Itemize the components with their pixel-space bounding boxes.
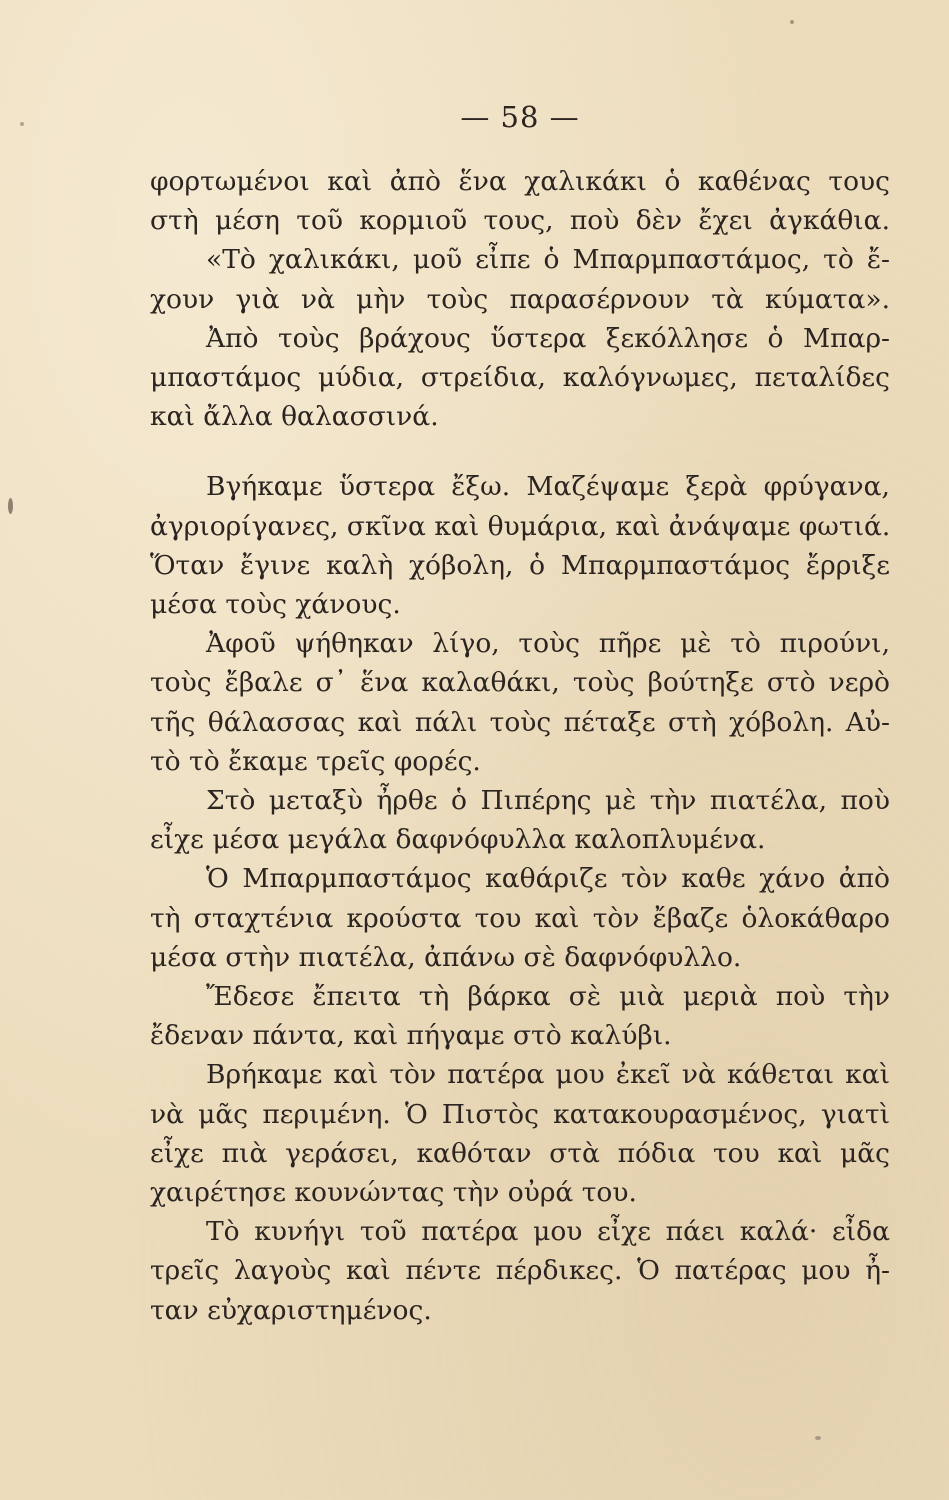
- body-text: [150, 162, 890, 1330]
- paper-speck: [20, 122, 24, 126]
- text-line: εἶχε μέσα μεγάλα δαφνόφυλλα καλοπλυμένα.: [150, 824, 766, 856]
- text-line: Ἀφοῦ ψήθηκαν λίγο, τοὺς πῆρε μὲ τὸ πιρούνι,: [206, 628, 890, 660]
- text-line: ἔδεναν πάντα, καὶ πήγαμε στὸ καλύβι.: [150, 1020, 672, 1052]
- text-line: ἀγριορίγανες, σκῖνα καὶ θυμάρια, καὶ ἀνάψαμε φωτιά.: [150, 510, 890, 542]
- text-line: τῆς θάλασσας καὶ πάλι τοὺς πέταξε στὴ χόβολη. Αὐ-: [150, 706, 890, 738]
- page-number: — 58 —: [460, 100, 580, 134]
- text-line: Βγήκαμε ὕστερα ἔξω. Μαζέψαμε ξερὰ φρύγανα,: [206, 471, 890, 503]
- text-line: φορτωμένοι καὶ ἀπὸ ἕνα χαλικάκι ὁ καθένας τους: [150, 166, 890, 197]
- text-line: χουν γιὰ νὰ μὴν τοὺς παρασέρνουν τὰ κύματα».: [150, 283, 890, 315]
- text-line: μέσα τοὺς χάνους.: [150, 589, 401, 621]
- text-line: Τὸ κυνήγι τοῦ πατέρα μου εἶχε πάει καλά· εἶδα: [206, 1216, 890, 1248]
- text-line: καὶ ἄλλα θαλασσινά.: [150, 401, 439, 433]
- text-line: ταν εὐχαριστημένος.: [150, 1294, 432, 1326]
- text-line: χαιρέτησε κουνώντας τὴν οὐρά του.: [150, 1177, 637, 1209]
- text-line: νὰ μᾶς περιμένη. Ὁ Πιστὸς κατακουρασμένος, γιατὶ: [150, 1098, 890, 1130]
- paper-speck: [8, 498, 13, 514]
- text-line: τὸ τὸ ἔκαμε τρεῖς φορές.: [150, 745, 481, 777]
- text-line: στὴ μέση τοῦ κορμιοῦ τους, ποὺ δὲν ἔχει ἀγκάθια.: [150, 205, 890, 237]
- text-line: Βρήκαμε καὶ τὸν πατέρα μου ἐκεῖ νὰ κάθεται καὶ: [206, 1059, 890, 1091]
- text-line: τὴ σταχτένια κρούστα του καὶ τὸν ἔβαζε ὁλοκάθαρο: [150, 902, 890, 934]
- paper-speck: [815, 1436, 821, 1440]
- text-line: Ἀπὸ τοὺς βράχους ὕστερα ξεκόλλησε ὁ Μπαρ-: [206, 322, 890, 354]
- text-line: εἶχε πιὰ γεράσει, καθόταν στὰ πόδια του καὶ μᾶς: [150, 1137, 890, 1169]
- text-line: Ὅταν ἔγινε καλὴ χόβολη, ὁ Μπαρμπαστάμος ἔρριξε: [150, 549, 890, 581]
- text-line: τρεῖς λαγοὺς καὶ πέντε πέρδικες. Ὁ πατέρας μου ἦ-: [150, 1255, 890, 1287]
- text-line: μέσα στὴν πιατέλα, ἀπάνω σὲ δαφνόφυλλο.: [150, 941, 742, 973]
- text-line: Ὁ Μπαρμπαστάμος καθάριζε τὸν καθε χάνο ἀπὸ: [206, 863, 890, 895]
- text-line: μπαστάμος μύδια, στρείδια, καλόγνωμες, πεταλίδες: [150, 362, 890, 394]
- text-line: «Τὸ χαλικάκι, μοῦ εἶπε ὁ Μπαρμπαστάμος, τὸ ἔ-: [206, 244, 890, 276]
- paper-speck: [790, 20, 794, 24]
- text-line: Στὸ μεταξὺ ἦρθε ὁ Πιπέρης μὲ τὴν πιατέλα, ποὺ: [206, 785, 890, 817]
- text-line: Ἔδεσε ἔπειτα τὴ βάρκα σὲ μιὰ μεριὰ ποὺ τὴν: [206, 981, 890, 1013]
- text-line: τοὺς ἔβαλε σ᾽ ἕνα καλαθάκι, τοὺς βούτηξε στὸ νερὸ: [150, 667, 890, 699]
